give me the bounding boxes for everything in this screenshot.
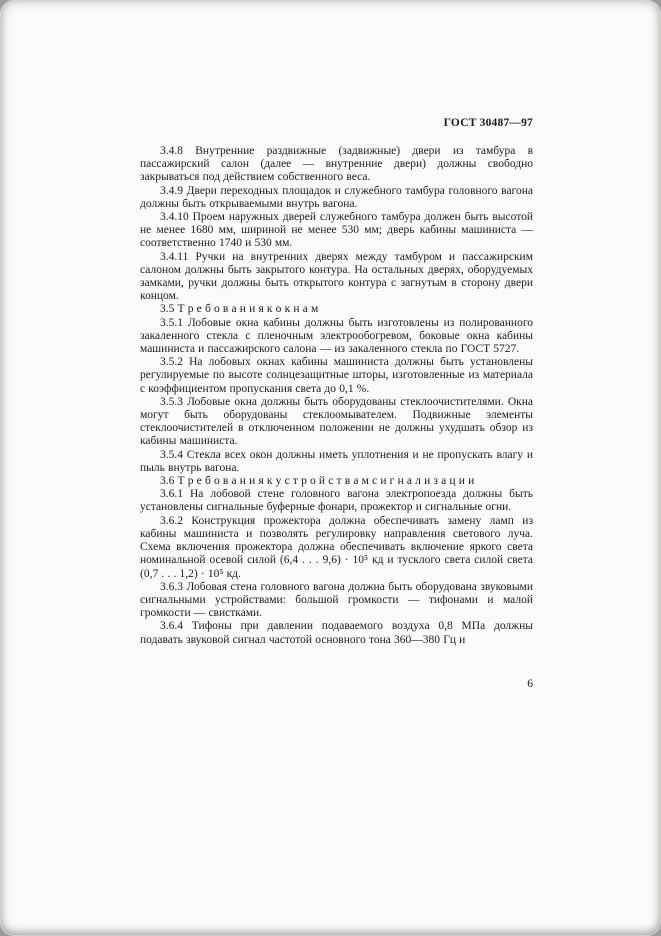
paragraph-3-4-8: 3.4.8 Внутренние раздвижные (задвижные) двери из тамбура в пассажирский салон (далее — внутренние двери) должны свободно закрываться под действием собственного веса. bbox=[140, 145, 533, 184]
document-body bbox=[140, 145, 533, 647]
section-heading-3-6: 3.6 Т р е б о в а н и я к у с т р о й с т в а м с и г н а л и з а ц и и bbox=[160, 475, 475, 488]
paragraph-3-4-11: 3.4.11 Ручки на внутренних дверях между тамбуром и пассажирским салоном должны быть закрытого контура. На остальных дверях, оборудуемых замками, ручки должны быть открытого контура с загнутым в сторону двери концом. bbox=[140, 250, 533, 303]
paragraph-3-6-4: 3.6.4 Тифоны при давлении подаваемого воздуха 0,8 МПа должны подавать звуковой сигнал частотой основного тона 360—380 Гц и bbox=[140, 620, 533, 646]
paragraph-3-4-10: 3.4.10 Проем наружных дверей служебного тамбура должен быть высотой не менее 1680 мм, шириной не менее 530 мм; дверь кабины машиниста — соответственно 1740 и 530 мм. bbox=[140, 211, 533, 250]
paragraph-3-5-4: 3.5.4 Стекла всех окон должны иметь уплотнения и не пропускать влагу и пыль внутрь вагона. bbox=[140, 448, 533, 474]
paragraph-3-5-2: 3.5.2 На лобовых окнах кабины машиниста должны быть установлены регулируемые по высоте солнцезащитные шторы, изготовленные из материала с коэффициентом пропускания света до 0,1 %. bbox=[140, 356, 533, 395]
gost-standard-number: ГОСТ 30487—97 bbox=[443, 117, 533, 129]
paragraph-3-5-1: 3.5.1 Лобовые окна кабины должны быть изготовлены из полированного закаленного стекла с пленочным электрообогревом, боковые окна кабины машиниста и пассажирского салона — из закаленного стекла по ГОСТ 5727. bbox=[140, 316, 533, 356]
section-heading-3-5: 3.5 Т р е б о в а н и я к о к н а м bbox=[160, 303, 319, 316]
paragraph-3-6-2: 3.6.2 Конструкция прожектора должна обеспечивать замену ламп из кабины машиниста и позволять регулировку направления светового луча. Схема включения прожектора должна обеспечивать включение яркого света номинальной осевой силой (6,4 . . . 9,6) · 10⁵ кд и тусклого света силой света (0,7 . . . 1,2) · 10⁵ кд. bbox=[140, 514, 533, 580]
paragraph-3-6-3: 3.6.3 Лобовая стена головного вагона должна быть оборудована звуковыми сигнальными устройствами: большой громкости — тифонами и малой громкости — свистками. bbox=[140, 580, 533, 620]
paragraph-3-5-3: 3.5.3 Лобовые окна должны быть оборудованы стеклоочистителями. Окна могут быть оборудованы стеклоомывателем. Подвижные элементы стеклоочистителей в отключенном положении не должны ухудшать обзор из кабины машиниста. bbox=[140, 395, 533, 448]
paragraph-3-6-1: 3.6.1 На лобовой стене головного вагона электропоезда должны быть установлены сигнальные буферные фонари, прожектор и сигнальные огни. bbox=[140, 488, 533, 514]
page-number: 6 bbox=[527, 678, 533, 690]
document-header bbox=[140, 117, 533, 129]
paragraph-3-4-9: 3.4.9 Двери переходных площадок и служебного тамбура головного вагона должны быть открываемыми внутрь вагона. bbox=[140, 184, 533, 210]
